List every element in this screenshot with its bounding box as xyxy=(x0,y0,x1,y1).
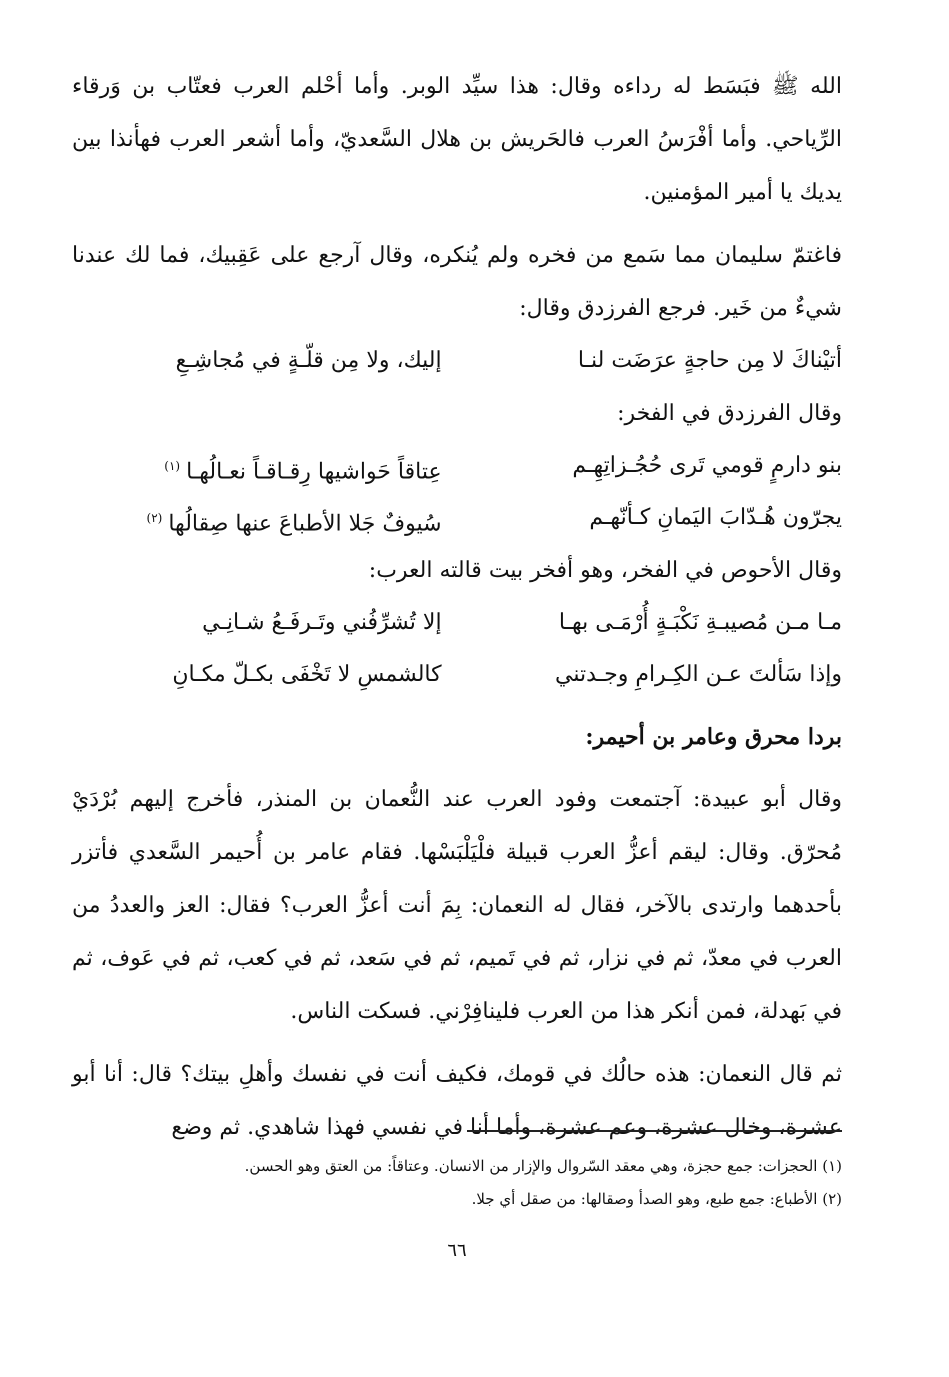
spacer xyxy=(72,1038,842,1048)
verse-line xyxy=(72,597,842,649)
verse-first-hemistich: بنو دارمٍ قومي تَرى حُجُـزاتِهِـم xyxy=(572,453,842,478)
spacer xyxy=(72,219,842,229)
body-paragraph: وقال الفرزدق في الفخر: xyxy=(617,401,842,426)
verse-second-hemistich: إليك، ولا مِن قلّـةٍ في مُجاشِـعِ xyxy=(175,348,442,373)
verse-first-hemistich: يجرّون هُـدّابَ اليَمانِ كـأنّهـم xyxy=(589,505,842,530)
body-paragraph: وقال الأحوص في الفخر، وهو أفخر بيت قالته العرب: xyxy=(368,558,842,583)
footnote-marker: (١) xyxy=(164,459,181,473)
verse-second-hemistich: إلا تُشرِّفُني وتَـرفَـعُ شـانِـي xyxy=(202,610,442,635)
verse-line xyxy=(72,492,842,544)
body-paragraph: وقال أبو عبيدة: آجتمعت وفود العرب عند النُّعمان بن المنذر، فأخرج إليهم بُرْدَيْ مُحرّق. وقال: ليقم أعزُّ العرب قبيلة فلْيَلْبَسْها. فقام عامر بن أُحيمر السَّعدي فأتزر بأحدهما وارتدى بالآخر، فقال له النعمان: بِمَ أنت أعزُّ العرب؟ فقال: العز والعددُ من العرب في معدّ، ثم في نزار، ثم في تَميم، ثم في سَعد، ثم في كعب، ثم في عَوف، ثم في بَهدلة، فمن أنكر هذا من العرب فلينافِرْني. فسكت الناس. xyxy=(72,787,842,1024)
footnote-divider xyxy=(467,1130,842,1132)
section-heading: بردا محرق وعامر بن أحيمر: xyxy=(585,724,842,750)
footnote: (٢) الأطباع: جمع طبع، وهو الصدأ وصقالها: من صقل أي جلا. xyxy=(471,1190,842,1208)
verse-line xyxy=(72,649,842,701)
verse-line xyxy=(72,440,842,492)
verse-text: سُيوفٌ جَلا الأطباعَ عنها صِقالُها xyxy=(168,511,442,537)
page-number: ٦٦ xyxy=(447,1240,467,1261)
verse-text: عِتاقاً حَواشيها رِقـاقـاً نعـالُهـا xyxy=(186,459,442,485)
spacer xyxy=(72,763,842,773)
verse-second-hemistich: كالشمسِ لا تَخْفَى بكـلّ مكـانِ xyxy=(172,662,442,687)
verse-second-hemistich xyxy=(72,492,442,544)
verse-first-hemistich: مـا مـن مُصيبـةِ نَكْبَـةٍ أُرْمَـى بهـا xyxy=(558,610,842,635)
body-paragraph: فاغتمّ سليمان مما سَمع من فخره ولم يُنكره، وقال آرجع على عَقِبيك، فما لك عندنا شيءٌ من خَير. فرجع الفرزدق وقال: xyxy=(72,243,842,321)
footnotes xyxy=(72,1150,842,1216)
verse-second-hemistich xyxy=(72,440,442,492)
book-page xyxy=(72,60,842,1350)
verse-line xyxy=(72,335,842,387)
footnote-marker: (٢) xyxy=(146,511,163,525)
verse-first-hemistich: أتيْناكَ لا مِن حاجةٍ عرَضَت لنـا xyxy=(577,348,842,373)
spacer xyxy=(72,701,842,711)
body-paragraph: الله ﷺ فبَسَط له رداءه وقال: هذا سيِّد الوبر. وأما أحْلم العرب فعتّاب بن وَرقاء الرِّياحي. وأما أفْرَسُ العرب فالحَريش بن هلال السَّعديّ، وأما أشعر العرب فهأنذا بين يديك يا أمير المؤمنين. xyxy=(72,74,842,205)
footnote: (١) الحجزات: جمع حجزة، وهي معقد السّروال والإزار من الانسان. وعتاقاً: من العتق وهو الحسن. xyxy=(244,1157,842,1175)
verse-first-hemistich: وإذا سَألتَ عـن الكِـرامِ وجـدتني xyxy=(555,662,842,687)
body-paragraph: ثم قال النعمان: هذه حالُك في قومك، فكيف أنت في نفسك وأهلِ بيتك؟ قال: أنا أبو عشرة، وخال عشرة، وعم عشرة، وأما أنا في نفسي فهذا شاهدي. ثم وضع xyxy=(72,1062,842,1140)
